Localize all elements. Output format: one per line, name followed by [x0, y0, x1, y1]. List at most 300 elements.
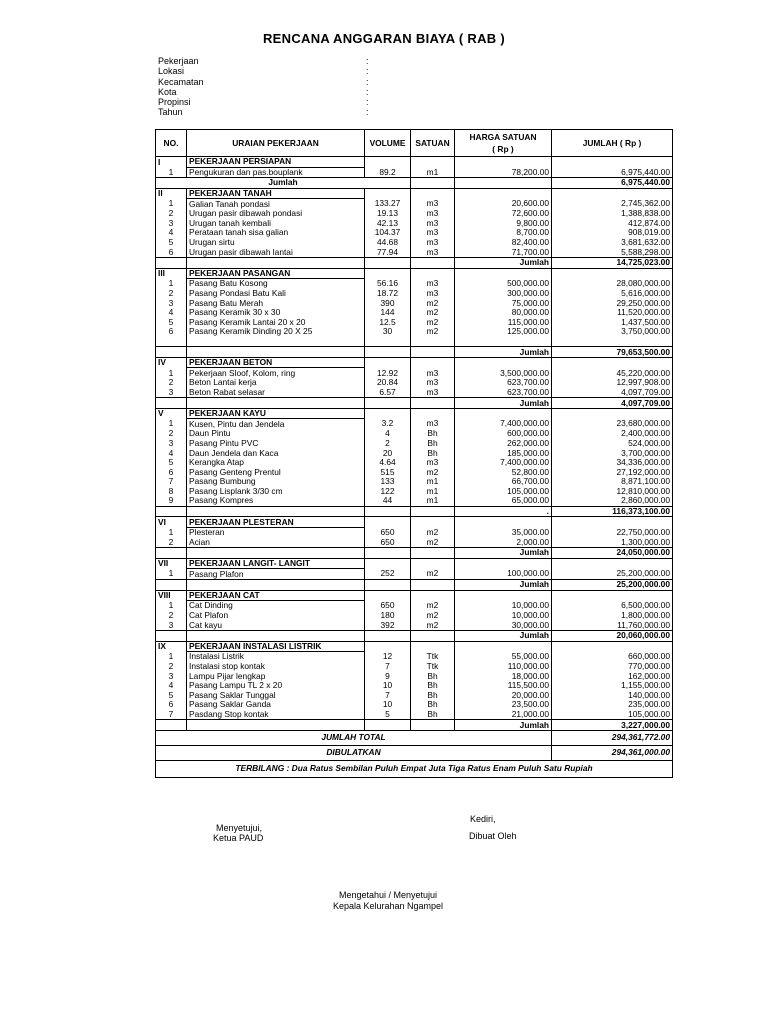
item-satuan: m2	[411, 569, 455, 580]
item-satuan: m1	[411, 487, 455, 497]
cell	[187, 257, 365, 268]
info-label: Kota	[158, 86, 177, 97]
cell	[552, 357, 673, 368]
cell	[411, 257, 455, 268]
subtotal-value: 116,373,100.00	[552, 506, 673, 517]
cell	[411, 630, 455, 641]
item-jumlah: 162,000.00	[552, 671, 673, 681]
section-name: PEKERJAAN PLESTERAN	[187, 517, 365, 528]
item-number: 1	[156, 652, 187, 662]
item-name: Urugan pasir dibawah pondasi	[187, 209, 365, 219]
item-name: Pasang Batu Kosong	[187, 279, 365, 289]
item-satuan: Bh	[411, 448, 455, 458]
item-name: Urugan pasir dibawah lantai	[187, 247, 365, 257]
cell	[455, 337, 552, 347]
item-harga: 71,700.00	[455, 247, 552, 257]
info-colon: :	[366, 107, 369, 118]
table-row	[156, 601, 673, 611]
item-satuan: m3	[411, 219, 455, 229]
item-harga: 10,000.00	[455, 611, 552, 621]
item-number: 2	[156, 611, 187, 621]
item-volume: 104.37	[365, 228, 411, 238]
item-volume: 42.13	[365, 219, 411, 229]
item-satuan: m3	[411, 279, 455, 289]
item-satuan: m3	[411, 209, 455, 219]
item-volume: 4	[365, 429, 411, 439]
item-number: 3	[156, 439, 187, 449]
item-satuan: m1	[411, 496, 455, 506]
subtotal-value: 14,725,023.00	[552, 257, 673, 268]
subtotal-value: 20,060,000.00	[552, 630, 673, 641]
cell	[411, 558, 455, 569]
item-name: Pengukuran dan pas.bouplank	[187, 167, 365, 178]
item-number: 3	[156, 298, 187, 308]
item-jumlah: 105,000.00	[552, 710, 673, 720]
item-jumlah: 412,874.00	[552, 219, 673, 229]
item-name: Pasang Keramik 30 x 30	[187, 308, 365, 318]
item-jumlah: 140,000.00	[552, 690, 673, 700]
item-volume: 650	[365, 538, 411, 548]
item-jumlah: 4,097,709.00	[552, 388, 673, 398]
cell	[365, 590, 411, 601]
table-row	[156, 199, 673, 209]
table-row	[156, 487, 673, 497]
item-number: 2	[156, 209, 187, 219]
subtotal-row	[156, 720, 673, 731]
cell	[411, 188, 455, 199]
subtotal-label: Jumlah	[455, 347, 552, 358]
cell	[365, 257, 411, 268]
item-harga: 623,700.00	[455, 378, 552, 388]
section-number: IX	[156, 641, 187, 652]
cell	[187, 398, 365, 409]
item-number: 5	[156, 690, 187, 700]
section-row	[156, 357, 673, 368]
subtotal-label: Jumlah	[455, 257, 552, 268]
cell	[455, 178, 552, 189]
cell	[187, 630, 365, 641]
cell	[365, 188, 411, 199]
item-satuan: m3	[411, 419, 455, 429]
item-volume: 122	[365, 487, 411, 497]
sig-kepala: Kepala Kelurahan Ngampel	[332, 901, 444, 911]
item-number: 1	[156, 368, 187, 378]
item-harga: 75,000.00	[455, 298, 552, 308]
info-row	[158, 77, 388, 87]
table-row	[156, 167, 673, 178]
subtotal-row	[156, 398, 673, 409]
item-harga: 100,000.00	[455, 569, 552, 580]
item-volume: 6.57	[365, 388, 411, 398]
cell	[411, 398, 455, 409]
item-name: Acian	[187, 538, 365, 548]
item-jumlah: 27,192,000.00	[552, 467, 673, 477]
info-label: Kecamatan	[158, 76, 204, 87]
cell	[156, 257, 187, 268]
item-number: 4	[156, 681, 187, 691]
item-jumlah: 5,616,000.00	[552, 289, 673, 299]
item-volume: 133.27	[365, 199, 411, 209]
item-name: Cat kayu	[187, 620, 365, 630]
item-harga: 66,700.00	[455, 477, 552, 487]
item-satuan: Bh	[411, 700, 455, 710]
section-row	[156, 188, 673, 199]
table-row	[156, 538, 673, 548]
cell	[455, 408, 552, 419]
cell	[552, 408, 673, 419]
item-volume: 7	[365, 690, 411, 700]
cell	[156, 506, 187, 517]
section-number: VIII	[156, 590, 187, 601]
item-jumlah: 3,681,632.00	[552, 238, 673, 248]
item-number: 7	[156, 710, 187, 720]
item-volume: 77.94	[365, 247, 411, 257]
subtotal-value: 6,975,440.00	[552, 178, 673, 189]
table-row	[156, 569, 673, 580]
item-satuan: Ttk	[411, 652, 455, 662]
item-harga: 78,200.00	[455, 167, 552, 178]
item-harga: 600,000.00	[455, 429, 552, 439]
info-row	[158, 56, 388, 66]
item-name: Beton Rabat selasar	[187, 388, 365, 398]
item-volume: 18.72	[365, 289, 411, 299]
item-jumlah: 12,810,000.00	[552, 487, 673, 497]
terbilang-row	[156, 760, 673, 777]
item-satuan: Ttk	[411, 662, 455, 672]
item-harga: 3,500,000.00	[455, 368, 552, 378]
cell	[455, 188, 552, 199]
grand-total-row	[156, 745, 673, 760]
table-row	[156, 298, 673, 308]
info-colon: :	[366, 76, 369, 87]
subtotal-value: 3,227,000.00	[552, 720, 673, 731]
item-number: 4	[156, 308, 187, 318]
item-harga: 72,600.00	[455, 209, 552, 219]
item-satuan: m3	[411, 228, 455, 238]
cell	[156, 548, 187, 559]
header-harga-l1: HARGA SATUAN	[469, 132, 537, 142]
item-name: Perataan tanah sisa galian	[187, 228, 365, 238]
item-harga: 20,000.00	[455, 690, 552, 700]
item-name: Galian Tanah pondasi	[187, 199, 365, 209]
table-row	[156, 448, 673, 458]
item-jumlah: 2,745,362.00	[552, 199, 673, 209]
item-jumlah: 12,997,908.00	[552, 378, 673, 388]
info-label: Propinsi	[158, 97, 191, 108]
table-row	[156, 318, 673, 328]
item-satuan: Bh	[411, 690, 455, 700]
item-name: Kerangka Atap	[187, 458, 365, 468]
item-satuan: m2	[411, 327, 455, 337]
item-jumlah: 908,019.00	[552, 228, 673, 238]
table-row	[156, 652, 673, 662]
item-jumlah: 8,871,100.00	[552, 477, 673, 487]
item-harga: 20,600.00	[455, 199, 552, 209]
item-number: 3	[156, 388, 187, 398]
info-label: Lokasi	[158, 66, 185, 77]
section-number: I	[156, 157, 187, 168]
header-jumlah: JUMLAH ( Rp )	[552, 130, 673, 157]
info-row	[158, 97, 388, 107]
cell	[552, 558, 673, 569]
table-row	[156, 477, 673, 487]
cell	[552, 641, 673, 652]
section-row	[156, 641, 673, 652]
grand-total-label: JUMLAH TOTAL	[156, 730, 552, 745]
item-volume: 2	[365, 439, 411, 449]
item-number: 6	[156, 327, 187, 337]
item-satuan: Bh	[411, 681, 455, 691]
item-satuan: m2	[411, 467, 455, 477]
item-satuan: m2	[411, 318, 455, 328]
item-harga: 623,700.00	[455, 388, 552, 398]
item-satuan: Bh	[411, 439, 455, 449]
item-name: Urugan tanah kembali	[187, 219, 365, 229]
item-jumlah: 45,220,000.00	[552, 368, 673, 378]
cell	[552, 188, 673, 199]
section-name: PEKERJAAN PASANGAN	[187, 268, 365, 279]
rab-table	[155, 129, 673, 778]
cell	[365, 720, 411, 731]
cell	[411, 347, 455, 358]
item-name: Pasang Kompres	[187, 496, 365, 506]
item-name: Pasang Pondasi Batu Kali	[187, 289, 365, 299]
table-row	[156, 429, 673, 439]
subtotal-value: 79,653,500.00	[552, 347, 673, 358]
item-number: 5	[156, 318, 187, 328]
item-jumlah: 23,680,000.00	[552, 419, 673, 429]
cell	[411, 720, 455, 731]
item-name: Daun Jendela dan Kaca	[187, 448, 365, 458]
cell	[411, 579, 455, 590]
item-number: 1	[156, 601, 187, 611]
cell	[365, 558, 411, 569]
cell	[365, 157, 411, 168]
cell	[365, 268, 411, 279]
project-info	[158, 56, 388, 118]
info-colon: :	[366, 97, 369, 108]
table-row	[156, 458, 673, 468]
item-name: Daun Pintu	[187, 429, 365, 439]
section-name: PEKERJAAN KAYU	[187, 408, 365, 419]
item-name: Pasang Pintu PVC	[187, 439, 365, 449]
item-name: Beton Lantai kerja	[187, 378, 365, 388]
grand-total-value: 294,361,772.00	[552, 730, 673, 745]
sig-kediri: Kediri,	[470, 814, 496, 824]
item-name: Instalasi Listrik	[187, 652, 365, 662]
item-volume: 56.16	[365, 279, 411, 289]
item-number: 6	[156, 467, 187, 477]
item-volume: 515	[365, 467, 411, 477]
section-row	[156, 268, 673, 279]
section-number: V	[156, 408, 187, 419]
item-volume: 10	[365, 681, 411, 691]
table-row	[156, 700, 673, 710]
table-row	[156, 662, 673, 672]
item-satuan: m3	[411, 289, 455, 299]
item-harga: 500,000.00	[455, 279, 552, 289]
item-volume: 30	[365, 327, 411, 337]
cell	[156, 347, 187, 358]
info-colon: :	[366, 56, 369, 66]
subtotal-row	[156, 178, 673, 189]
table-row	[156, 308, 673, 318]
table-row	[156, 228, 673, 238]
item-volume: 89.2	[365, 167, 411, 178]
header-volume: VOLUME	[365, 130, 411, 157]
header-satuan: SATUAN	[411, 130, 455, 157]
item-volume: 10	[365, 700, 411, 710]
cell	[552, 337, 673, 347]
cell	[156, 630, 187, 641]
section-number: II	[156, 188, 187, 199]
section-number: IV	[156, 357, 187, 368]
item-satuan: Bh	[411, 671, 455, 681]
item-name: Pasang Plafon	[187, 569, 365, 580]
cell	[365, 357, 411, 368]
item-harga: 55,000.00	[455, 652, 552, 662]
cell	[411, 408, 455, 419]
item-satuan: m2	[411, 527, 455, 537]
item-volume: 7	[365, 662, 411, 672]
cell	[455, 517, 552, 528]
cell	[365, 408, 411, 419]
item-harga: 115,500.00	[455, 681, 552, 691]
item-jumlah: 5,588,298.00	[552, 247, 673, 257]
item-volume: 12.5	[365, 318, 411, 328]
item-jumlah: 1,300,000.00	[552, 538, 673, 548]
item-number: 3	[156, 620, 187, 630]
subtotal-row	[156, 630, 673, 641]
cell	[156, 579, 187, 590]
table-row	[156, 681, 673, 691]
item-satuan: m3	[411, 199, 455, 209]
item-number: 2	[156, 378, 187, 388]
subtotal-value: 4,097,709.00	[552, 398, 673, 409]
item-satuan: Bh	[411, 710, 455, 720]
item-number: 2	[156, 538, 187, 548]
item-volume: 133	[365, 477, 411, 487]
cell	[455, 558, 552, 569]
item-jumlah: 1,155,000.00	[552, 681, 673, 691]
item-name: Pasdang Stop kontak	[187, 710, 365, 720]
item-jumlah: 2,860,000.00	[552, 496, 673, 506]
item-jumlah: 3,750,000.00	[552, 327, 673, 337]
terbilang-text: TERBILANG : Dua Ratus Sembilan Puluh Empat Juta Tiga Ratus Enam Puluh Satu Rupiah	[156, 760, 673, 777]
item-jumlah: 6,975,440.00	[552, 167, 673, 178]
table-header	[156, 130, 673, 157]
cell	[411, 357, 455, 368]
cell	[411, 506, 455, 517]
info-label: Pekerjaan	[158, 56, 199, 66]
section-row	[156, 157, 673, 168]
item-jumlah: 34,336,000.00	[552, 458, 673, 468]
section-name: PEKERJAAN BETON	[187, 357, 365, 368]
cell	[411, 178, 455, 189]
subtotal-label: Jumlah	[156, 178, 411, 189]
table-row	[156, 368, 673, 378]
cell	[455, 641, 552, 652]
table-row	[156, 467, 673, 477]
item-volume: 3.2	[365, 419, 411, 429]
item-jumlah: 524,000.00	[552, 439, 673, 449]
item-number: 6	[156, 700, 187, 710]
section-name: PEKERJAAN INSTALASI LISTRIK	[187, 641, 365, 652]
section-row	[156, 517, 673, 528]
item-harga: 18,000.00	[455, 671, 552, 681]
item-number: 2	[156, 662, 187, 672]
cell	[365, 398, 411, 409]
item-volume: 20.84	[365, 378, 411, 388]
item-jumlah: 25,200,000.00	[552, 569, 673, 580]
item-name: Lampu Pijar lengkap	[187, 671, 365, 681]
section-name: PEKERJAAN CAT	[187, 590, 365, 601]
item-jumlah: 1,800,000.00	[552, 611, 673, 621]
item-name: Cat Dinding	[187, 601, 365, 611]
table-row	[156, 289, 673, 299]
item-volume: 12	[365, 652, 411, 662]
cell	[156, 398, 187, 409]
cell	[365, 548, 411, 559]
cell	[187, 347, 365, 358]
item-harga: 52,800.00	[455, 467, 552, 477]
item-harga: 115,000.00	[455, 318, 552, 328]
item-number: 8	[156, 487, 187, 497]
cell	[411, 590, 455, 601]
item-harga: 65,000.00	[455, 496, 552, 506]
cell	[187, 548, 365, 559]
item-name: Instalasi stop kontak	[187, 662, 365, 672]
item-harga: 35,000.00	[455, 527, 552, 537]
item-name: Pasang Lampu TL 2 x 20	[187, 681, 365, 691]
cell	[411, 517, 455, 528]
sig-ketua: Ketua PAUD	[213, 833, 264, 843]
item-satuan: m3	[411, 388, 455, 398]
section-number: III	[156, 268, 187, 279]
cell	[187, 506, 365, 517]
page-title: RENCANA ANGGARAN BIAYA ( RAB )	[262, 31, 506, 46]
cell	[552, 268, 673, 279]
item-number: 1	[156, 527, 187, 537]
item-number: 1	[156, 279, 187, 289]
cell	[411, 548, 455, 559]
table-row	[156, 419, 673, 429]
subtotal-row	[156, 347, 673, 358]
item-name: Urugan sirtu	[187, 238, 365, 248]
section-row	[156, 590, 673, 601]
item-harga: 30,000.00	[455, 620, 552, 630]
item-harga: 262,000.00	[455, 439, 552, 449]
item-name: Pasang Saklar Tunggal	[187, 690, 365, 700]
item-satuan: m3	[411, 238, 455, 248]
cell	[552, 590, 673, 601]
item-volume: 650	[365, 601, 411, 611]
sig-dibuat-oleh: Dibuat Oleh	[469, 831, 517, 841]
item-harga: 10,000.00	[455, 601, 552, 611]
grand-total-label: DIBULATKAN	[156, 745, 552, 760]
item-harga: 185,000.00	[455, 448, 552, 458]
subtotal-label: Jumlah	[455, 630, 552, 641]
sig-menyetujui: Menyetujui,	[216, 823, 263, 833]
grand-total-row	[156, 730, 673, 745]
item-harga: 9,800.00	[455, 219, 552, 229]
cell	[552, 157, 673, 168]
item-number: 1	[156, 167, 187, 178]
item-volume: 9	[365, 671, 411, 681]
table-row	[156, 238, 673, 248]
item-number: 9	[156, 496, 187, 506]
cell	[365, 579, 411, 590]
